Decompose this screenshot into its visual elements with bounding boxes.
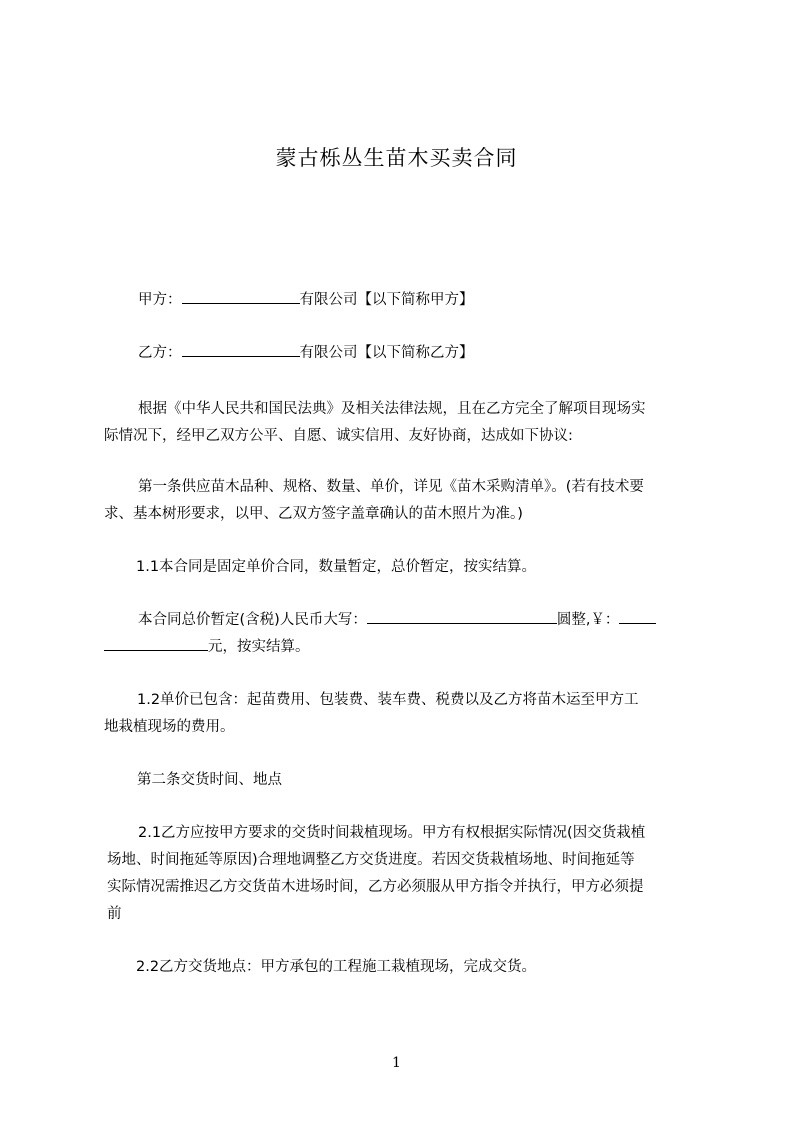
page-number: 1 [392, 1055, 401, 1071]
document-title: 蒙古栎丛生苗木买卖合同 [275, 146, 518, 170]
party-b-line [138, 339, 474, 368]
article-2-heading: 第二条交货时间、地点 [137, 772, 282, 788]
clause-2-1-line-4: 前 [107, 906, 122, 922]
clause-2-1-line-1: 2.1乙方应按甲方要求的交货时间栽植现场。甲方有权根据实际情况(因交货栽植 [138, 825, 646, 841]
party-a-label: 甲方： [138, 292, 182, 308]
total-price-words-blank [367, 608, 557, 624]
total-price-amount-blank-2 [104, 635, 208, 651]
total-price-suffix: 元，按实结算。 [208, 639, 310, 655]
clause-2-2: 2.2乙方交货地点：甲方承包的工程施工栽植现场，完成交货。 [136, 959, 537, 975]
total-price-prefix: 本合同总价暂定(含税)人民币大写： [138, 612, 367, 628]
party-b-suffix: 有限公司【以下简称乙方】 [299, 345, 474, 361]
party-b-label: 乙方： [138, 345, 182, 361]
article-1-line-1: 第一条供应苗木品种、规格、数量、单价，详见《苗木采购清单》。(若有技术要 [138, 479, 644, 495]
clause-2-1-line-2: 场地、时间拖延等原因)合理地调整乙方交货进度。若因交货栽植场地、时间拖延等 [107, 852, 635, 868]
clause-1-2-line-1: 1.2单价已包含：起苗费用、包装费、装车费、税费以及乙方将苗木运至甲方工 [137, 692, 639, 708]
party-b-name-blank [182, 341, 300, 357]
total-price-middle: 圆整,￥： [556, 612, 620, 628]
party-a-suffix: 有限公司【以下简称甲方】 [299, 292, 474, 308]
clause-1-2-line-2: 地栽植现场的费用。 [104, 719, 235, 735]
preamble-line-2: 际情况下，经甲乙双方公平、自愿、诚实信用、友好协商，达成如下协议: [104, 428, 573, 444]
total-price-line-1 [138, 606, 656, 635]
article-1-line-2: 求、基本树形要求，以甲、乙双方签字盖章确认的苗木照片为准。) [104, 506, 523, 522]
preamble-line-1: 根据《中华人民共和国民法典》及相关法律法规，且在乙方完全了解项目现场实 [138, 401, 646, 417]
party-a-line [138, 286, 474, 315]
total-price-amount-blank-1 [619, 608, 656, 624]
party-a-name-blank [182, 288, 300, 304]
clause-1-1: 1.1本合同是固定单价合同，数量暂定，总价暂定，按实结算。 [136, 559, 537, 575]
total-price-line-2 [104, 633, 310, 662]
clause-2-1-line-3: 实际情况需推迟乙方交货苗木进场时间，乙方必须服从甲方指令并执行，甲方必须提 [107, 879, 644, 895]
